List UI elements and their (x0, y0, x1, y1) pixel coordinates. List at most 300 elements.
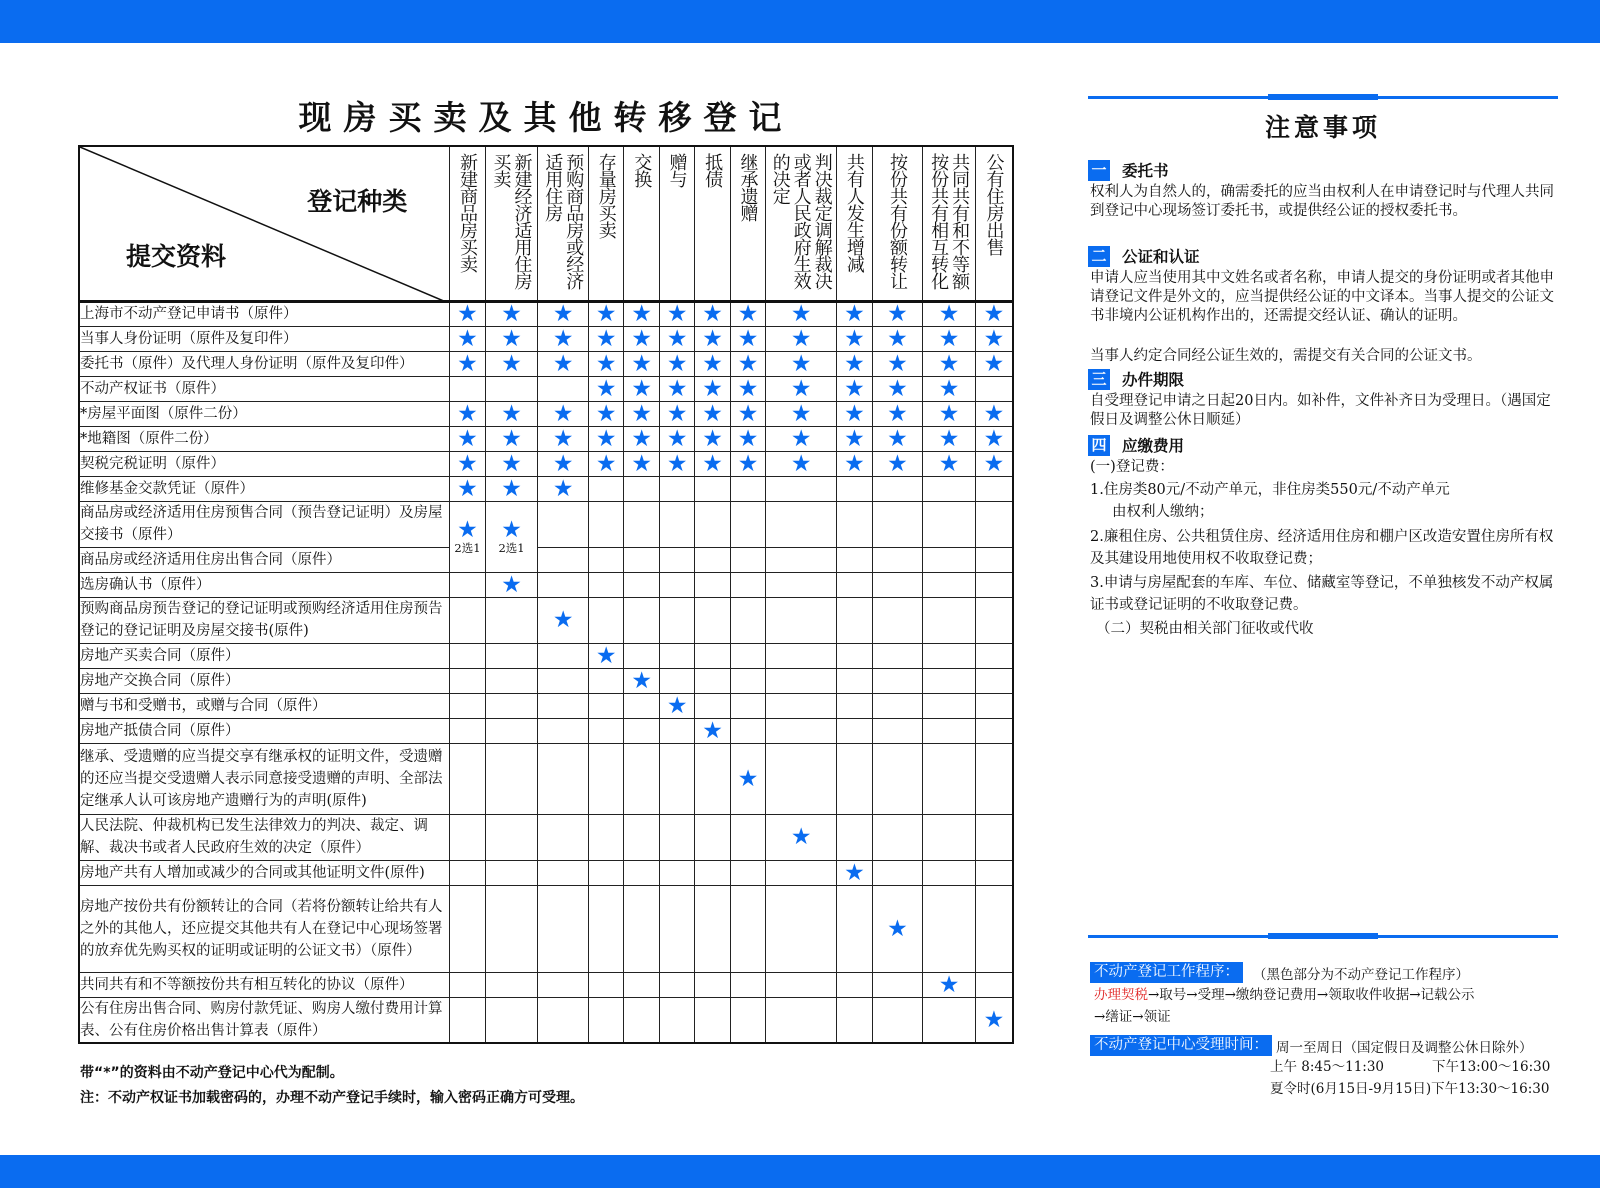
star-icon: ★ (872, 426, 923, 451)
empty-cell (975, 501, 1013, 547)
empty-cell (872, 501, 923, 547)
empty-cell (589, 860, 624, 885)
star-icon: ★ (695, 451, 730, 476)
star-icon: ★ (695, 718, 730, 743)
star-icon: ★ (624, 668, 659, 693)
empty-cell (923, 597, 976, 643)
star-icon: ★ (730, 351, 765, 376)
empty-cell (624, 643, 659, 668)
empty-cell (730, 860, 765, 885)
material-label: 房地产买卖合同（原件） (79, 643, 450, 668)
empty-cell (766, 501, 837, 547)
empty-cell (766, 476, 837, 501)
empty-cell (624, 572, 659, 597)
table-row (79, 476, 1013, 501)
empty-cell (659, 476, 694, 501)
empty-cell (624, 743, 659, 814)
empty-cell (766, 668, 837, 693)
material-label: 商品房或经济适用住房出售合同（原件） (79, 547, 450, 572)
empty-cell (659, 572, 694, 597)
star-icon: ★ (450, 301, 485, 326)
empty-cell (730, 476, 765, 501)
material-label: 人民法院、仲裁机构已发生法律效力的判决、裁定、调解、裁决书或者人民政府生效的决定（原件） (79, 814, 450, 860)
empty-cell (589, 501, 624, 547)
column-header-label: 共同共有和不等额按份共有相互转化 (928, 153, 971, 289)
column-header-label: 判决裁定调解裁决或者人民政府生效的决定 (769, 153, 833, 289)
empty-cell (766, 643, 837, 668)
fee-line: 3.申请与房屋配套的车库、车位、储藏室等登记，不单独核发不动产权属证书或登记证明的不收取登记费。 (1090, 575, 1554, 613)
material-label: 委托书（原件）及代理人身份证明（原件及复印件） (79, 351, 450, 376)
star-icon: ★ (485, 426, 538, 451)
empty-cell (975, 972, 1013, 997)
star-icon: ★ (659, 451, 694, 476)
empty-cell (766, 718, 837, 743)
star-icon: ★ (872, 451, 923, 476)
empty-cell (837, 476, 872, 501)
empty-cell (975, 693, 1013, 718)
empty-cell (450, 376, 485, 401)
empty-cell (975, 743, 1013, 814)
column-header (538, 146, 589, 301)
star-icon: ★ (837, 376, 872, 401)
empty-cell (485, 718, 538, 743)
empty-cell (450, 860, 485, 885)
column-header-label: 交换 (631, 153, 653, 187)
table-row (79, 643, 1013, 668)
star-icon: ★ (766, 814, 837, 860)
choose-one-label: 2选1 (498, 540, 525, 555)
section-number: 二 (1088, 246, 1110, 267)
column-header (695, 146, 730, 301)
star-icon: ★ (538, 426, 589, 451)
table-row (79, 860, 1013, 885)
empty-cell (538, 376, 589, 401)
fee-line: 1.住房类80元/不动产单元，非住房类550元/不动产单元 (1090, 482, 1450, 498)
star-icon: ★ (485, 476, 538, 501)
section-title: 办件期限 (1122, 371, 1185, 389)
star-icon: ★ (624, 451, 659, 476)
star-icon: ★ (923, 326, 976, 351)
empty-cell (538, 501, 589, 547)
star-icon: ★ (485, 351, 538, 376)
empty-cell (659, 972, 694, 997)
column-header (766, 146, 837, 301)
empty-cell (485, 693, 538, 718)
empty-cell (695, 643, 730, 668)
star-icon: ★ (766, 351, 837, 376)
empty-cell (730, 572, 765, 597)
empty-cell (485, 814, 538, 860)
empty-cell (695, 743, 730, 814)
empty-cell (695, 997, 730, 1043)
empty-cell (589, 814, 624, 860)
material-label: 房地产交换合同（原件） (79, 668, 450, 693)
empty-cell (872, 693, 923, 718)
notice-section-1-text: 权利人为自然人的，确需委托的应当由权利人在申请登记时与代理人共同到登记中心现场签订委托书，或提供经公证的授权委托书。 (1090, 184, 1554, 219)
empty-cell (659, 814, 694, 860)
star-icon: ★ (766, 401, 837, 426)
star-icon: ★ (450, 476, 485, 501)
material-label: 赠与书和受赠书，或赠与合同（原件） (79, 693, 450, 718)
empty-cell (450, 718, 485, 743)
table-row (79, 972, 1013, 997)
material-label: 当事人身份证明（原件及复印件） (79, 326, 450, 351)
star-icon: ★ (659, 376, 694, 401)
star-icon: ★ (659, 351, 694, 376)
empty-cell (450, 743, 485, 814)
star-mark-choose-one (485, 501, 538, 572)
column-header (975, 146, 1013, 301)
bottom-blue-bar (0, 1155, 1600, 1188)
empty-cell (730, 643, 765, 668)
empty-cell (659, 885, 694, 972)
empty-cell (837, 743, 872, 814)
table-row (79, 718, 1013, 743)
notice-section-2-text-2: 当事人约定合同经公证生效的，需提交有关合同的公证文书。 (1090, 348, 1482, 364)
empty-cell (659, 668, 694, 693)
material-label: *地籍图（原件二份） (79, 426, 450, 451)
choose-one-label: 2选1 (454, 540, 481, 555)
notice-section-1 (1088, 159, 1169, 181)
empty-cell (624, 814, 659, 860)
empty-cell (923, 885, 976, 972)
empty-cell (659, 597, 694, 643)
top-blue-bar (0, 0, 1600, 43)
empty-cell (730, 718, 765, 743)
star-icon: ★ (624, 376, 659, 401)
empty-cell (695, 572, 730, 597)
star-icon: ★ (975, 426, 1013, 451)
column-header (923, 146, 976, 301)
star-icon: ★ (624, 326, 659, 351)
star-icon: ★ (589, 401, 624, 426)
empty-cell (589, 885, 624, 972)
table-row (79, 743, 1013, 814)
material-label: 房地产按份共有份额转让的合同（若将份额转让给共有人之外的其他人，还应提交其他共有人在登记中心现场签署的放弃优先购买权的证明或证明的公证文书）（原件） (79, 885, 450, 972)
star-icon: ★ (923, 451, 976, 476)
table-row (79, 426, 1013, 451)
empty-cell (450, 572, 485, 597)
column-header (589, 146, 624, 301)
star-icon: ★ (923, 301, 976, 326)
star-icon: ★ (659, 326, 694, 351)
empty-cell (659, 997, 694, 1043)
hours-am: 上午 8:45～11:30 (1270, 1059, 1385, 1075)
empty-cell (624, 547, 659, 572)
table-row (79, 572, 1013, 597)
empty-cell (624, 718, 659, 743)
empty-cell (766, 860, 837, 885)
table-row (79, 326, 1013, 351)
star-mark-choose-one (450, 501, 485, 572)
empty-cell (837, 572, 872, 597)
star-icon: ★ (923, 351, 976, 376)
section-title: 委托书 (1122, 162, 1169, 180)
empty-cell (923, 814, 976, 860)
star-icon: ★ (975, 451, 1013, 476)
empty-cell (975, 572, 1013, 597)
empty-cell (695, 597, 730, 643)
star-icon: ★ (766, 376, 837, 401)
star-icon: ★ (923, 376, 976, 401)
empty-cell (837, 597, 872, 643)
empty-cell (923, 860, 976, 885)
hours-header (1090, 1035, 1533, 1056)
empty-cell (659, 643, 694, 668)
star-icon: ★ (695, 401, 730, 426)
star-icon: ★ (923, 972, 976, 997)
star-icon: ★ (450, 426, 485, 451)
empty-cell (837, 885, 872, 972)
empty-cell (923, 643, 976, 668)
empty-cell (485, 997, 538, 1043)
notice-section-4 (1088, 434, 1184, 456)
star-icon: ★ (837, 426, 872, 451)
notice-title: 注意事项 (1264, 113, 1381, 142)
empty-cell (695, 693, 730, 718)
empty-cell (730, 668, 765, 693)
empty-cell (837, 501, 872, 547)
procedure-header (1090, 962, 1469, 983)
empty-cell (538, 860, 589, 885)
star-icon: ★ (695, 426, 730, 451)
hours-summer: 夏令时(6月15日-9月15日)下午13:30～16:30 (1270, 1081, 1550, 1097)
empty-cell (837, 814, 872, 860)
empty-cell (485, 668, 538, 693)
table-row (79, 501, 1013, 547)
star-icon: ★ (872, 301, 923, 326)
star-icon: ★ (872, 401, 923, 426)
empty-cell (730, 501, 765, 547)
star-icon: ★ (730, 743, 765, 814)
empty-cell (695, 814, 730, 860)
empty-cell (975, 643, 1013, 668)
procedure-flow-2: →缮证→领证 (1094, 1009, 1171, 1025)
star-icon: ★ (730, 451, 765, 476)
star-icon: ★ (589, 376, 624, 401)
column-header-label: 抵债 (702, 153, 724, 187)
empty-cell (923, 668, 976, 693)
empty-cell (837, 997, 872, 1043)
column-header-label: 公有住房出售 (983, 153, 1005, 255)
empty-cell (538, 972, 589, 997)
empty-cell (975, 597, 1013, 643)
star-icon: ★ (766, 301, 837, 326)
star-icon: ★ (695, 326, 730, 351)
fee-line: 2.廉租住房、公共租赁住房、经济适用住房和棚户区改造安置住房所有权及其建设用地使用权不收取登记费； (1090, 529, 1554, 567)
empty-cell (538, 814, 589, 860)
star-icon: ★ (837, 451, 872, 476)
star-icon: ★ (730, 301, 765, 326)
empty-cell (695, 860, 730, 885)
column-header-label: 新建经济适用住房买卖 (490, 153, 533, 289)
empty-cell (450, 997, 485, 1043)
star-icon: ★ (975, 997, 1013, 1043)
notice-section-3-text: 自受理登记申请之日起20日内。如补件，文件补齐日为受理日。（遇国定假日及调整公休日顺延） (1090, 393, 1551, 428)
empty-cell (538, 997, 589, 1043)
material-label: 房地产抵债合同（原件） (79, 718, 450, 743)
star-icon: ★ (624, 401, 659, 426)
table-row (79, 451, 1013, 476)
column-header-label: 按份共有份额转让 (886, 153, 908, 289)
empty-cell (538, 547, 589, 572)
empty-cell (659, 743, 694, 814)
empty-cell (872, 860, 923, 885)
star-icon: ★ (589, 326, 624, 351)
empty-cell (624, 972, 659, 997)
empty-cell (695, 972, 730, 997)
notice-top-rule (1088, 96, 1558, 99)
table-row (79, 693, 1013, 718)
empty-cell (624, 885, 659, 972)
star-icon: ★ (837, 401, 872, 426)
section-number: 四 (1088, 435, 1110, 456)
empty-cell (624, 693, 659, 718)
star-icon: ★ (975, 401, 1013, 426)
star-icon: ★ (923, 426, 976, 451)
empty-cell (450, 814, 485, 860)
empty-cell (450, 668, 485, 693)
table-corner-cell (79, 146, 450, 301)
empty-cell (730, 547, 765, 572)
empty-cell (923, 547, 976, 572)
empty-cell (659, 718, 694, 743)
empty-cell (450, 643, 485, 668)
material-label: 不动产权证书（原件） (79, 376, 450, 401)
corner-label-materials: 提交资料 (126, 242, 227, 271)
empty-cell (589, 743, 624, 814)
empty-cell (730, 693, 765, 718)
empty-cell (450, 597, 485, 643)
star-icon: ★ (872, 885, 923, 972)
corner-label-type: 登记种类 (307, 187, 408, 216)
column-header (450, 146, 485, 301)
star-icon: ★ (923, 401, 976, 426)
star-icon: ★ (485, 572, 538, 597)
column-header (730, 146, 765, 301)
empty-cell (538, 743, 589, 814)
empty-cell (485, 376, 538, 401)
star-icon: ★ (589, 351, 624, 376)
empty-cell (975, 668, 1013, 693)
page-title: 现房买卖及其他转移登记 (298, 98, 794, 137)
star-icon: ★ (538, 301, 589, 326)
star-icon: ★ (624, 301, 659, 326)
star-icon: ★ (837, 860, 872, 885)
star-icon: ★ (975, 301, 1013, 326)
empty-cell (695, 885, 730, 972)
empty-cell (538, 718, 589, 743)
table-row (79, 401, 1013, 426)
star-icon: ★ (485, 301, 538, 326)
empty-cell (730, 972, 765, 997)
star-icon: ★ (837, 351, 872, 376)
empty-cell (624, 501, 659, 547)
empty-cell (624, 476, 659, 501)
table-row (79, 597, 1013, 643)
empty-cell (975, 547, 1013, 572)
star-icon: ★ (501, 516, 522, 543)
star-icon: ★ (450, 451, 485, 476)
empty-cell (975, 814, 1013, 860)
hours-days: 周一至周日（国定假日及调整公休日除外） (1276, 1039, 1533, 1056)
table-row (79, 814, 1013, 860)
empty-cell (872, 814, 923, 860)
empty-cell (730, 597, 765, 643)
empty-cell (837, 668, 872, 693)
empty-cell (766, 972, 837, 997)
star-icon: ★ (730, 401, 765, 426)
material-label: 选房确认书（原件） (79, 572, 450, 597)
star-icon: ★ (730, 326, 765, 351)
table-row (79, 997, 1013, 1043)
section-number: 三 (1088, 369, 1110, 390)
column-header (837, 146, 872, 301)
empty-cell (659, 860, 694, 885)
empty-cell (923, 476, 976, 501)
section-number: 一 (1088, 160, 1110, 181)
footnote-asterisk: 带“*”的资料由不动产登记中心代为配制。 (80, 1065, 344, 1081)
empty-cell (975, 718, 1013, 743)
empty-cell (837, 718, 872, 743)
material-label: 商品房或经济适用住房预售合同（预告登记证明）及房屋交接书（原件） (79, 501, 450, 547)
material-label: *房屋平面图（原件二份） (79, 401, 450, 426)
column-header-label: 赠与 (666, 153, 688, 187)
empty-cell (538, 572, 589, 597)
star-icon: ★ (589, 451, 624, 476)
star-icon: ★ (538, 351, 589, 376)
empty-cell (538, 668, 589, 693)
star-icon: ★ (837, 326, 872, 351)
fee-line: （二）契税由相关部门征收或代收 (1096, 621, 1314, 637)
star-icon: ★ (624, 426, 659, 451)
star-icon: ★ (872, 351, 923, 376)
empty-cell (450, 693, 485, 718)
empty-cell (589, 668, 624, 693)
empty-cell (589, 572, 624, 597)
empty-cell (450, 885, 485, 972)
star-icon: ★ (589, 426, 624, 451)
star-icon: ★ (538, 597, 589, 643)
star-icon: ★ (872, 376, 923, 401)
empty-cell (872, 743, 923, 814)
column-header (659, 146, 694, 301)
column-header (624, 146, 659, 301)
star-icon: ★ (975, 326, 1013, 351)
star-icon: ★ (659, 301, 694, 326)
table-row (79, 301, 1013, 326)
star-icon: ★ (589, 301, 624, 326)
star-icon: ★ (538, 451, 589, 476)
star-icon: ★ (837, 301, 872, 326)
star-icon: ★ (695, 301, 730, 326)
column-header-label: 新建商品房买卖 (456, 153, 478, 272)
table-row (79, 376, 1013, 401)
star-icon: ★ (450, 326, 485, 351)
empty-cell (975, 476, 1013, 501)
fee-line: 由权利人缴纳； (1112, 504, 1214, 520)
fee-line: (一)登记费： (1090, 459, 1174, 475)
empty-cell (485, 885, 538, 972)
star-icon: ★ (485, 451, 538, 476)
corner-diagonal (80, 147, 446, 302)
notice-section-2 (1088, 245, 1200, 267)
star-icon: ★ (450, 401, 485, 426)
empty-cell (589, 693, 624, 718)
empty-cell (589, 597, 624, 643)
star-icon: ★ (730, 376, 765, 401)
empty-cell (485, 743, 538, 814)
